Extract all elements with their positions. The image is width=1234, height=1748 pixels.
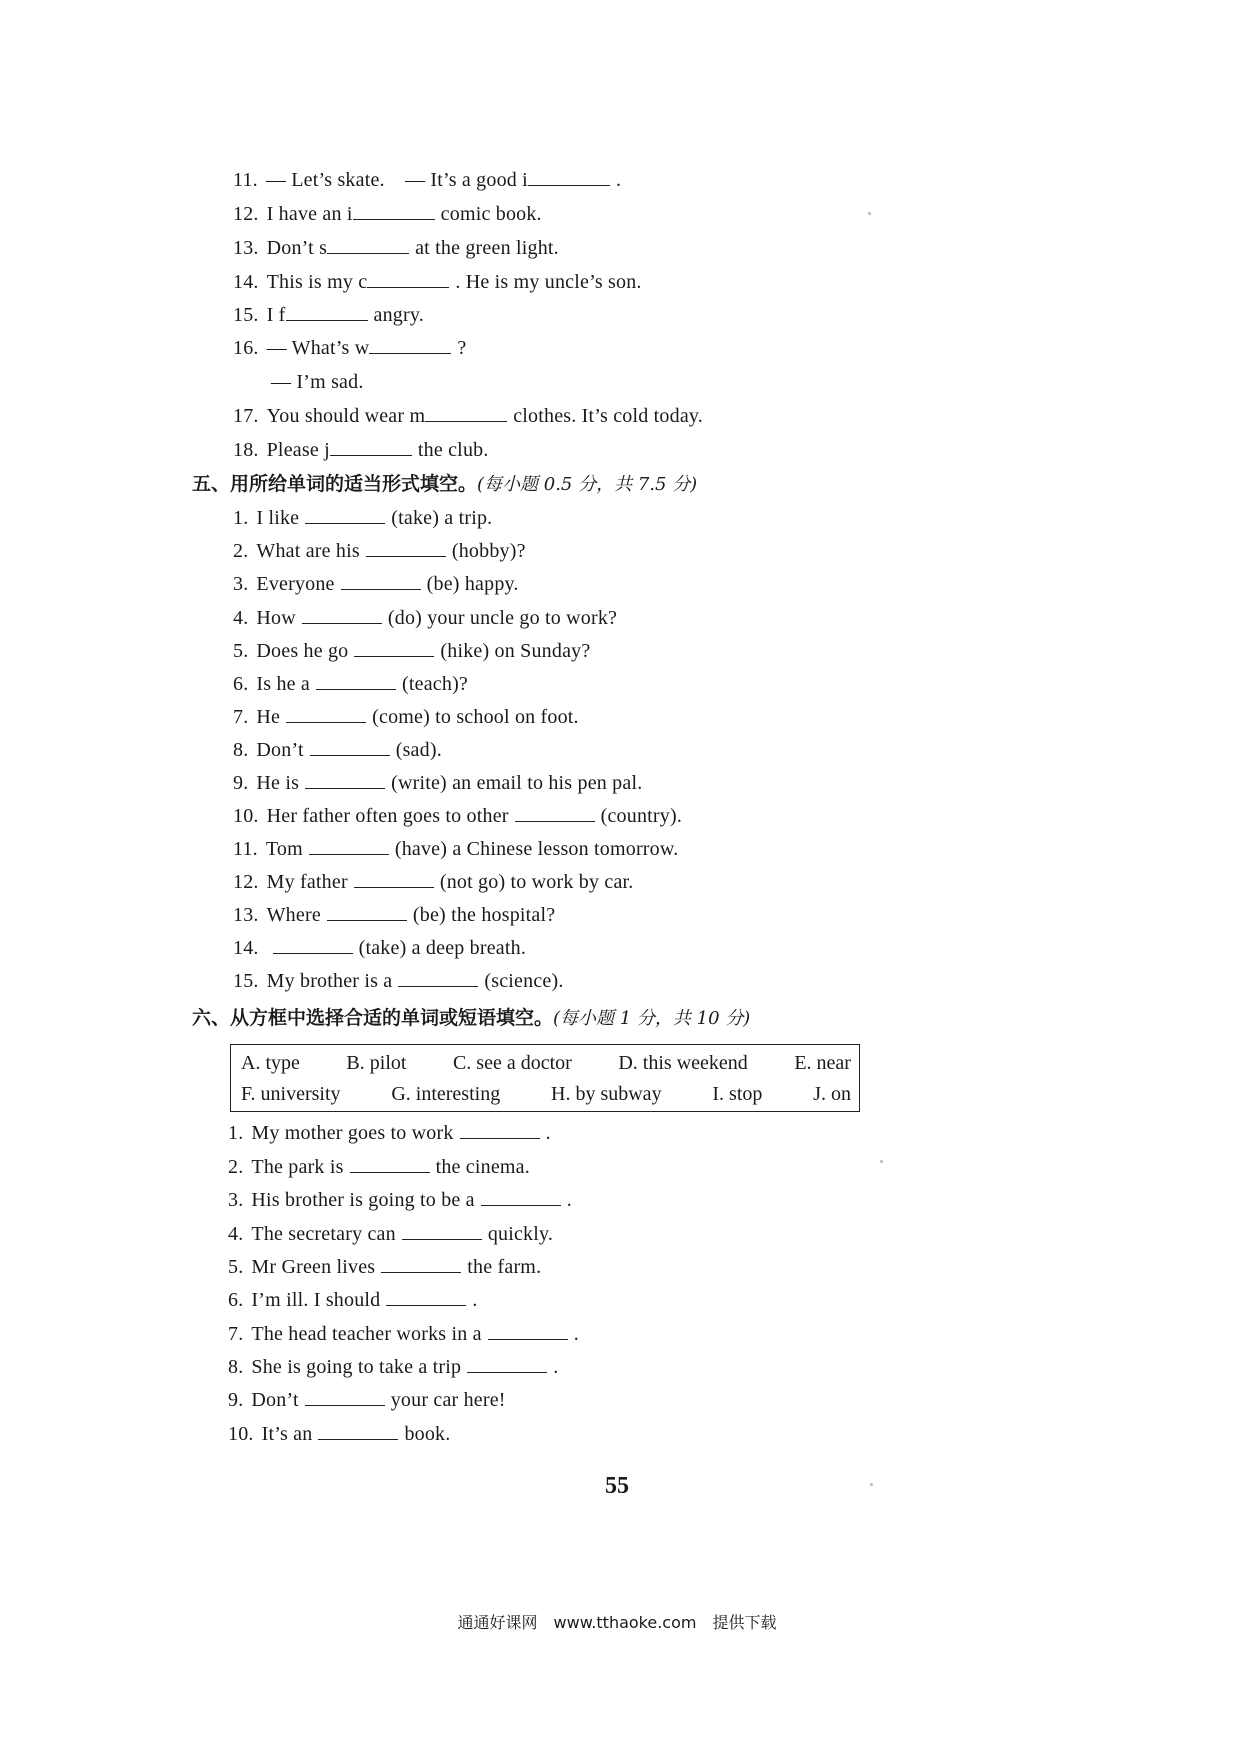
question-number: 10. xyxy=(228,1423,254,1445)
q5-7 xyxy=(233,704,579,730)
q5-3 xyxy=(233,571,519,597)
question-text: angry. xyxy=(373,304,424,326)
word-option: E. near xyxy=(794,1052,851,1074)
answer-blank[interactable] xyxy=(481,1204,561,1206)
section-score-note: (每小题 0.5 分，共 7.5 分) xyxy=(477,474,698,495)
question-number: 9. xyxy=(228,1389,244,1411)
question-number: 1. xyxy=(233,507,249,529)
answer-blank[interactable] xyxy=(353,218,435,220)
word-bank-box xyxy=(230,1044,860,1112)
word-option: B. pilot xyxy=(346,1052,407,1074)
question-number: 18. xyxy=(233,439,259,461)
question-number: 4. xyxy=(228,1223,244,1245)
question-text: This is my c xyxy=(266,271,368,293)
answer-blank[interactable] xyxy=(327,919,407,921)
question-text: His brother is going to be a xyxy=(251,1189,475,1211)
answer-blank[interactable] xyxy=(341,588,421,590)
q6-3 xyxy=(228,1187,572,1213)
section-title: 五、用所给单词的适当形式填空。 xyxy=(192,473,478,495)
question-number: 2. xyxy=(228,1156,244,1178)
question-text: . xyxy=(553,1356,559,1378)
answer-blank[interactable] xyxy=(302,622,382,624)
q4-18 xyxy=(233,437,489,463)
question-text: He is xyxy=(256,772,300,794)
answer-blank[interactable] xyxy=(330,454,412,456)
question-text: the farm. xyxy=(467,1256,542,1278)
answer-blank[interactable] xyxy=(367,286,449,288)
answer-blank[interactable] xyxy=(398,985,478,987)
question-number: 12. xyxy=(233,871,259,893)
question-number: 16. xyxy=(233,337,259,359)
footer-credit: 通通好课网 www.tthaoke.com 提供下载 xyxy=(457,1613,777,1632)
question-text: (do) your uncle go to work? xyxy=(387,607,618,629)
question-number: 15. xyxy=(233,970,259,992)
word-option: D. this weekend xyxy=(618,1052,748,1074)
q6-10 xyxy=(228,1421,450,1447)
answer-blank[interactable] xyxy=(305,522,385,524)
answer-blank[interactable] xyxy=(354,886,434,888)
question-number: 6. xyxy=(228,1289,244,1311)
question-number: 14. xyxy=(233,271,259,293)
question-text: Her father often goes to other xyxy=(266,805,509,827)
question-text: (sad). xyxy=(395,739,442,761)
section-title: 六、从方框中选择合适的单词或短语填空。 xyxy=(192,1007,554,1029)
q4-12 xyxy=(233,201,542,227)
question-text: (take) a trip. xyxy=(391,507,493,529)
question-text: (come) to school on foot. xyxy=(372,706,579,728)
question-text: I like xyxy=(256,507,300,529)
question-text: — What’s w xyxy=(266,337,370,359)
answer-blank[interactable] xyxy=(460,1137,540,1139)
question-number: 14. xyxy=(233,937,259,959)
question-text: (hike) on Sunday? xyxy=(440,640,591,662)
q5-5 xyxy=(233,638,590,664)
q5-1 xyxy=(233,505,492,531)
q6-6 xyxy=(228,1287,478,1313)
question-text: (science). xyxy=(484,970,564,992)
answer-blank[interactable] xyxy=(402,1238,482,1240)
question-number: 7. xyxy=(233,706,249,728)
answer-blank[interactable] xyxy=(467,1371,547,1373)
question-text: You should wear m xyxy=(266,405,426,427)
answer-blank[interactable] xyxy=(316,688,396,690)
word-option: H. by subway xyxy=(551,1083,662,1105)
question-number: 13. xyxy=(233,904,259,926)
q4-13 xyxy=(233,235,559,261)
q4-16 xyxy=(233,335,466,361)
q4-11 xyxy=(233,167,621,193)
question-text: . xyxy=(566,1189,572,1211)
question-number: 17. xyxy=(233,405,259,427)
word-bank-row-2 xyxy=(241,1081,851,1107)
page-number: 55 xyxy=(605,1473,629,1499)
question-text: Everyone xyxy=(256,573,335,595)
answer-blank[interactable] xyxy=(425,420,507,422)
q6-9 xyxy=(228,1387,506,1413)
q6-4 xyxy=(228,1221,553,1247)
scan-speck xyxy=(870,1483,873,1486)
question-text: She is going to take a trip xyxy=(251,1356,462,1378)
question-text: quickly. xyxy=(487,1223,554,1245)
question-number: 8. xyxy=(228,1356,244,1378)
question-number: 5. xyxy=(233,640,249,662)
answer-blank[interactable] xyxy=(528,184,610,186)
question-text: I’m ill. I should xyxy=(251,1289,381,1311)
answer-blank[interactable] xyxy=(354,655,434,657)
q4-16-reply xyxy=(271,369,364,395)
question-text: I f xyxy=(266,304,286,326)
question-text: The secretary can xyxy=(251,1223,396,1245)
question-number: 11. xyxy=(233,838,258,860)
question-number: 11. xyxy=(233,169,258,191)
answer-blank[interactable] xyxy=(381,1271,461,1273)
question-text: . xyxy=(573,1323,579,1345)
scan-speck xyxy=(880,1160,883,1163)
answer-blank[interactable] xyxy=(350,1171,430,1173)
question-text: He xyxy=(256,706,281,728)
question-number: 3. xyxy=(228,1189,244,1211)
question-number: 10. xyxy=(233,805,259,827)
q5-10 xyxy=(233,803,682,829)
question-number: 1. xyxy=(228,1122,244,1144)
word-option: C. see a doctor xyxy=(452,1052,572,1074)
question-number: 13. xyxy=(233,237,259,259)
question-number: 12. xyxy=(233,203,259,225)
q4-17 xyxy=(233,403,703,429)
question-text: My brother is a xyxy=(266,970,393,992)
question-text: (hobby)? xyxy=(451,540,526,562)
section-6-heading xyxy=(192,1005,750,1032)
answer-blank[interactable] xyxy=(366,555,446,557)
question-text: The park is xyxy=(251,1156,344,1178)
answer-blank[interactable] xyxy=(386,1304,466,1306)
word-option: I. stop xyxy=(712,1083,763,1105)
question-number: 9. xyxy=(233,772,249,794)
q6-8 xyxy=(228,1354,558,1380)
section-score-note: (每小题 1 分，共 10 分) xyxy=(553,1008,751,1029)
question-text: book. xyxy=(404,1423,451,1445)
question-text: How xyxy=(256,607,296,629)
answer-blank[interactable] xyxy=(369,352,451,354)
question-text: (write) an email to his pen pal. xyxy=(391,772,643,794)
q5-13 xyxy=(233,902,555,928)
question-text: I have an i xyxy=(266,203,353,225)
question-number: 8. xyxy=(233,739,249,761)
question-text: Mr Green lives xyxy=(251,1256,376,1278)
q5-4 xyxy=(233,605,617,631)
q5-12 xyxy=(233,869,633,895)
answer-blank[interactable] xyxy=(327,252,409,254)
answer-blank[interactable] xyxy=(305,787,385,789)
question-number: 2. xyxy=(233,540,249,562)
question-number: 7. xyxy=(228,1323,244,1345)
q5-8 xyxy=(233,737,442,763)
answer-blank[interactable] xyxy=(488,1338,568,1340)
question-text: at the green light. xyxy=(415,237,559,259)
question-text: . xyxy=(472,1289,478,1311)
q5-9 xyxy=(233,770,642,796)
question-text: (be) happy. xyxy=(426,573,519,595)
answer-blank[interactable] xyxy=(515,820,595,822)
question-text: . He is my uncle’s son. xyxy=(455,271,642,293)
question-text: clothes. It’s cold today. xyxy=(513,405,703,427)
question-number: 4. xyxy=(233,607,249,629)
answer-blank[interactable] xyxy=(318,1438,398,1440)
question-text: Tom xyxy=(265,838,303,860)
question-text: My mother goes to work xyxy=(251,1122,454,1144)
q4-15 xyxy=(233,302,424,328)
question-text: Is he a xyxy=(256,673,311,695)
section-5-heading xyxy=(192,471,697,498)
answer-blank[interactable] xyxy=(309,853,389,855)
question-text: Where xyxy=(266,904,321,926)
question-text: the cinema. xyxy=(435,1156,530,1178)
question-text: My father xyxy=(266,871,348,893)
question-text: (be) the hospital? xyxy=(412,904,556,926)
question-text: It’s an xyxy=(261,1423,313,1445)
answer-blank[interactable] xyxy=(305,1404,385,1406)
question-text: What are his xyxy=(256,540,360,562)
question-text: Don’t xyxy=(256,739,304,761)
question-text: (country). xyxy=(600,805,683,827)
question-text: . xyxy=(545,1122,551,1144)
q5-14 xyxy=(233,935,526,961)
answer-blank[interactable] xyxy=(273,952,353,954)
question-number: 15. xyxy=(233,304,259,326)
question-text: . xyxy=(615,169,622,191)
q5-11 xyxy=(233,836,678,862)
question-number: 6. xyxy=(233,673,249,695)
question-text: Please j xyxy=(266,439,330,461)
question-text: ? xyxy=(457,337,467,359)
question-text: (have) a Chinese lesson tomorrow. xyxy=(394,838,679,860)
word-option: G. interesting xyxy=(391,1083,501,1105)
question-text: — Let’s skate. — It’s a good i xyxy=(265,169,528,191)
question-text: comic book. xyxy=(440,203,542,225)
q6-7 xyxy=(228,1321,579,1347)
q5-15 xyxy=(233,968,564,994)
q6-5 xyxy=(228,1254,541,1280)
answer-blank[interactable] xyxy=(310,754,390,756)
word-bank-row-1 xyxy=(241,1050,851,1076)
question-text: Does he go xyxy=(256,640,349,662)
word-option: J. on xyxy=(813,1083,851,1105)
answer-blank[interactable] xyxy=(286,319,368,321)
q4-14 xyxy=(233,269,642,295)
question-text: — I’m sad. xyxy=(271,371,364,393)
question-text: (take) a deep breath. xyxy=(358,937,527,959)
question-number: 3. xyxy=(233,573,249,595)
question-text: the club. xyxy=(417,439,489,461)
word-option: F. university xyxy=(241,1083,341,1105)
question-text: (not go) to work by car. xyxy=(439,871,634,893)
q5-2 xyxy=(233,538,526,564)
q5-6 xyxy=(233,671,468,697)
word-option: A. type xyxy=(241,1052,300,1074)
scan-speck xyxy=(868,212,871,215)
q6-1 xyxy=(228,1120,551,1146)
question-text: Don’t xyxy=(251,1389,299,1411)
q6-2 xyxy=(228,1154,530,1180)
answer-blank[interactable] xyxy=(286,721,366,723)
question-number: 5. xyxy=(228,1256,244,1278)
question-text: your car here! xyxy=(390,1389,506,1411)
question-text: (teach)? xyxy=(402,673,469,695)
question-text: The head teacher works in a xyxy=(251,1323,482,1345)
question-text: Don’t s xyxy=(266,237,328,259)
